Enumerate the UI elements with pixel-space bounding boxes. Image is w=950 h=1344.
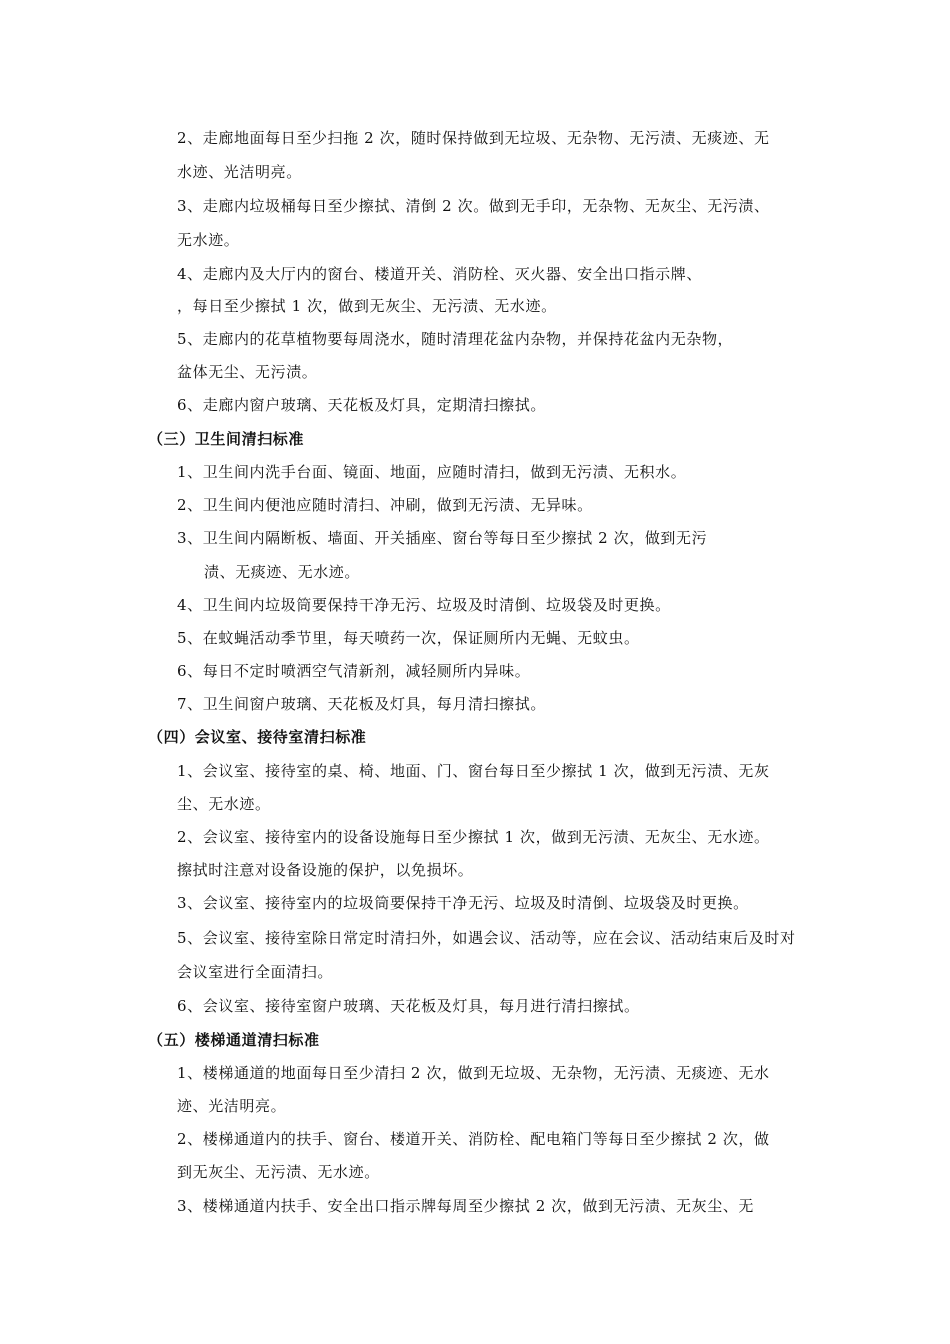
meeting-heading: （四）会议室、接待室清扫标准 [148,728,367,746]
restroom-item-1: 1、卫生间内洗手台面、镜面、地面，应随时清扫，做到无污渍、无积水。 [177,463,687,481]
stairs-item-2-line-1: 2、楼梯通道内的扶手、窗台、楼道开关、消防栓、配电箱门等每日至少擦拭 2 次，做 [177,1130,770,1148]
corridor-item-5-line-2: 盆体无尘、无污渍。 [177,363,318,381]
corridor-item-6-line-1: 6、走廊内窗户玻璃、天花板及灯具，定期清扫擦拭。 [177,396,546,414]
restroom-item-7: 7、卫生间窗户玻璃、天花板及灯具，每月清扫擦拭。 [177,695,546,713]
meeting-item-5-line-2: 会议室进行全面清扫。 [177,963,334,981]
stairs-item-3-line-1: 3、楼梯通道内扶手、安全出口指示牌每周至少擦拭 2 次，做到无污渍、无灰尘、无 [177,1197,755,1215]
meeting-item-2-line-1: 2、会议室、接待室内的设备设施每日至少擦拭 1 次，做到无污渍、无灰尘、无水迹。 [177,828,770,846]
restroom-item-4: 4、卫生间内垃圾筒要保持干净无污、垃圾及时清倒、垃圾袋及时更换。 [177,596,671,614]
restroom-heading: （三）卫生间清扫标准 [148,430,305,448]
corridor-item-4-line-1: 4、走廊内及大厅内的窗台、楼道开关、消防栓、灭火器、安全出口指示牌、 [177,265,702,283]
restroom-item-3-line-1: 3、卫生间内隔断板、墙面、开关插座、窗台等每日至少擦拭 2 次，做到无污 [177,529,708,547]
corridor-item-4-line-2: ，每日至少擦拭 1 次，做到无灰尘、无污渍、无水迹。 [177,297,557,315]
restroom-item-5: 5、在蚊蝇活动季节里，每天喷药一次，保证厕所内无蝇、无蚊虫。 [177,629,640,647]
restroom-item-6: 6、每日不定时喷洒空气清新剂，减轻厕所内异味。 [177,662,531,680]
meeting-item-2-line-2: 擦拭时注意对设备设施的保护，以免损坏。 [177,861,474,879]
corridor-item-2-line-2: 水迹、光洁明亮。 [177,163,302,181]
stairs-heading: （五）楼梯通道清扫标准 [148,1031,320,1049]
meeting-item-1-line-1: 1、会议室、接待室的桌、椅、地面、门、窗台每日至少擦拭 1 次，做到无污渍、无灰 [177,762,770,780]
meeting-item-6: 6、会议室、接待室窗户玻璃、天花板及灯具，每月进行清扫擦拭。 [177,997,640,1015]
corridor-item-5-line-1: 5、走廊内的花草植物要每周浇水，随时清理花盆内杂物，并保持花盆内无杂物， [177,330,734,348]
stairs-item-2-line-2: 到无灰尘、无污渍、无水迹。 [177,1163,380,1181]
stairs-item-1-line-1: 1、楼梯通道的地面每日至少清扫 2 次，做到无垃圾、无杂物，无污渍、无痰迹、无水 [177,1064,770,1082]
meeting-item-3: 3、会议室、接待室内的垃圾筒要保持干净无污、垃圾及时清倒、垃圾袋及时更换。 [177,894,749,912]
meeting-item-5-line-1: 5、会议室、接待室除日常定时清扫外，如遇会议、活动等，应在会议、活动结束后及时对 [177,929,796,947]
corridor-item-3-line-2: 无水迹。 [177,231,240,249]
corridor-item-2-line-1: 2、走廊地面每日至少扫拖 2 次，随时保持做到无垃圾、无杂物、无污渍、无痰迹、无 [177,129,770,147]
restroom-item-3-line-2: 渍、无痰迹、无水迹。 [204,563,361,581]
restroom-item-2: 2、卫生间内便池应随时清扫、冲刷，做到无污渍、无异味。 [177,496,593,514]
corridor-item-3-line-1: 3、走廊内垃圾桶每日至少擦拭、清倒 2 次。做到无手印，无杂物、无灰尘、无污渍、 [177,197,770,215]
stairs-item-1-line-2: 迹、光洁明亮。 [177,1097,287,1115]
meeting-item-1-line-2: 尘、无水迹。 [177,795,271,813]
